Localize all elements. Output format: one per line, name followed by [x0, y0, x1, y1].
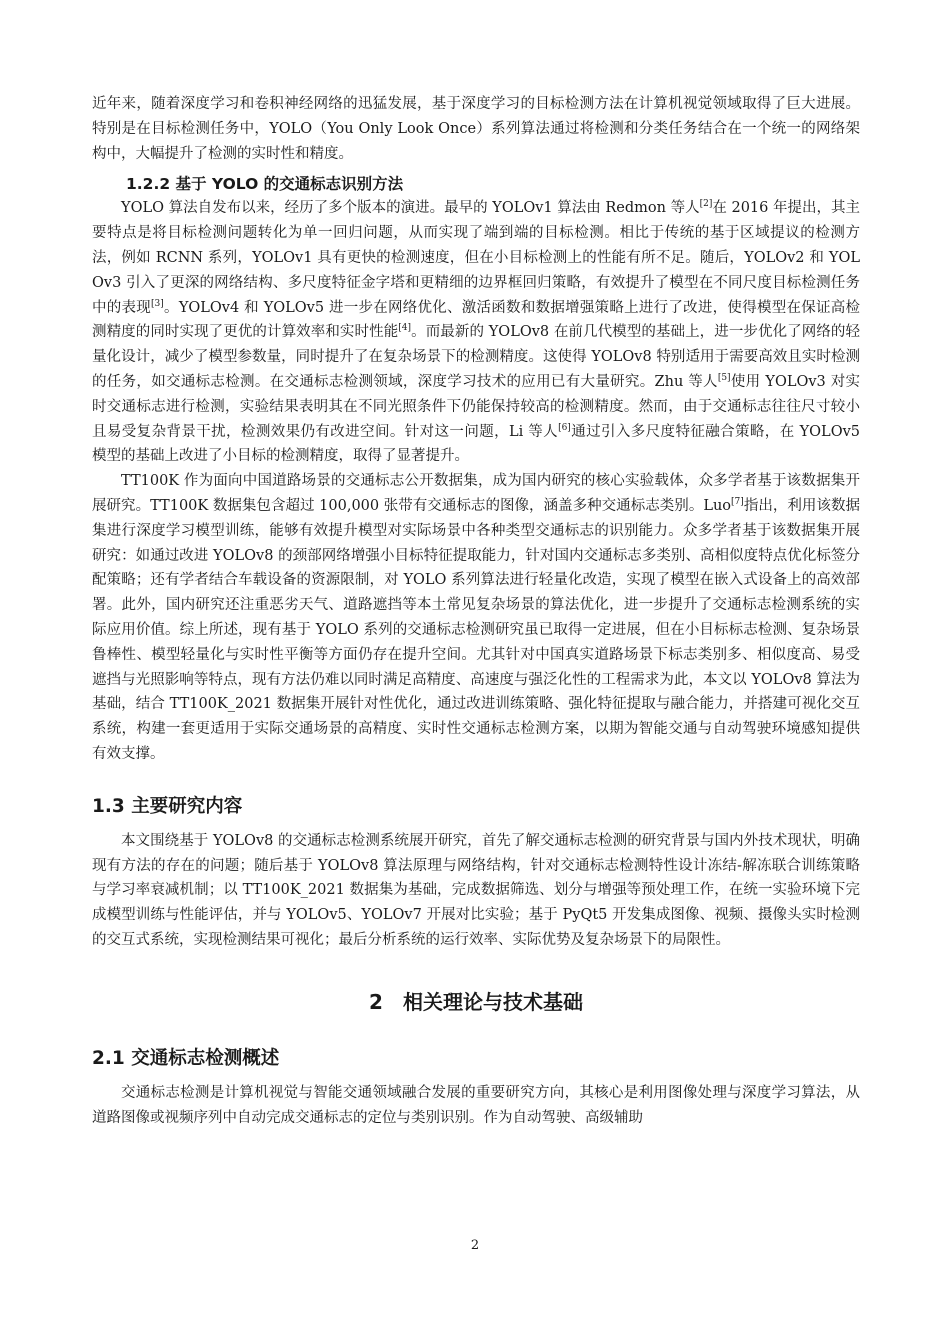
citation-ref: [5]: [717, 373, 731, 384]
section-1-2-2-heading: 1.2.2 基于 YOLO 的交通标志识别方法: [126, 175, 404, 194]
text-run: 指出，利用该数据集进行深度学习模型训练，能够有效提升模型对实际场景中各种类型交通标志的识别能力。众多学者基于该数据集开展研究：如通过改进 YOLOv8 的颈部网络增强小目标特征提取能力，针对国内交通标志多类别、高相似度特点优化标签分配策略；还有学者结合车载设备的资源限制，对 YOLO 系列算法进行轻量化改造，实现了模型在嵌入式设备上的高效部署。此外，国内研究还注重恶劣天气、道路遮挡等本土常见复杂场景的算法优化，进一步提升了交通标志检测系统的实际应用价值。综上所述，现有基于 YOLO 系列的交通标志检测研究虽已取得一定进展，但在小目标标志检测、复杂场景鲁棒性、模型轻量化与实时性平衡等方面仍存在提升空间。尤其针对中国真实道路场景下标志类别多、相似度高、易受遮挡与光照影响等特点，现有方法仍难以同时满足高精度、高速度与强泛化性的工程需求为此，本文以 YOLOv8 算法为基础，结合 TT100K_2021 数据集开展针对性优化，通过改进训练策略、强化特征提取与融合能力，并搭建可视化交互系统，构建一套更适用于实际交通场景的高精度、实时性交通标志检测方案，以期为智能交通与自动驾驶环境感知提供有效支撑。: [92, 497, 861, 762]
citation-ref: [3]: [151, 298, 164, 309]
text-run: 在 2016 年提出，其主要特点是将目标检测问题转化为单一回归问题，从而实现了端到端的目标检测。相比于传统的基于区域提议的检测方法，例如 RCNN 系列，YOLOv1 具有更快的检测速度，但在小目标检测上的性能有所不足。随后，YOLOv2 和 YOLOv3 引入了更深的网络结构、多尺度特征金字塔和更精细的边界框回归策略，有效提升了模型在不同尺度目标检测任务中的表现: [92, 200, 861, 316]
citation-ref: [7]: [731, 497, 744, 508]
text-run: 。而最新的 YOLOv8 在前几代模型的基础上，进一步优化了网络的轻量化设计，减少了模型参数量，同时提升了在复杂场景下的检测精度。这使得 YOLOv8 特别适用于需要高效且实时检测的任务，如交通标志检测。在交通标志检测领域，深度学习技术的应用已有大量研究。Zhu 等人: [92, 324, 861, 390]
text-run: 通过引入多尺度特征融合策略，在 YOLOv5 模型的基础上改进了小目标的检测精度，取得了显著提升。: [92, 423, 860, 465]
section-1-3-heading: 1.3 主要研究内容: [92, 795, 243, 817]
chapter-2-heading: 2 相关理论与技术基础: [369, 989, 583, 1014]
text-run: TT100K 作为面向中国道路场景的交通标志公开数据集，成为国内研究的核心实验载体，众多学者基于该数据集开展研究。TT100K 数据集包含超过 100,000 张带有交通标志的图像，涵盖多种交通标志类别。Luo: [92, 473, 860, 514]
research-content-paragraph: 本文围绕基于 YOLOv8 的交通标志检测系统展开研究，首先了解交通标志检测的研究背景与国内外技术现状，明确现有方法的存在的问题；随后基于 YOLOv8 算法原理与网络结构，针对交通标志检测特性设计冻结-解冻联合训练策略与学习率衰减机制；以 TT100K_2021 数据集为基础，完成数据筛选、划分与增强等预处理工作，在统一实验环境下完成模型训练与性能评估，并与 YOLOv5、YOLOv7 开展对比实验；基于 PyQt5 开发集成图像、视频、摄像头实时检测的交互式系统，实现检测结果可视化；最后分析系统的运行效率、实际优势及复杂场景下的局限性。: [92, 832, 860, 948]
section-2-1-heading: 2.1 交通标志检测概述: [92, 1047, 280, 1069]
citation-ref: [4]: [398, 323, 412, 334]
text-run: 使用 YOLOv3 对实时交通标志进行检测，实验结果表明其在不同光照条件下仍能保持较高的检测精度。然而，由于交通标志往往尺寸较小且易受复杂背景干扰，检测效果仍有改进空间。针对这一问题，Li 等人: [92, 373, 860, 440]
text-run: 。YOLOv4 和 YOLOv5 进一步在网络优化、激活函数和数据增强策略上进行了改进，使得模型在保证高检测精度的同时实现了更优的计算效率和实时性能: [92, 299, 860, 341]
intro-paragraph: 近年来，随着深度学习和卷积神经网络的迅猛发展，基于深度学习的目标检测方法在计算机视觉领域取得了巨大进展。特别是在目标检测任务中，YOLO（You Only Look Once）系列算法通过将检测和分类任务结合在一个统一的网络架构中，大幅提升了检测的实时性和精度。: [92, 96, 860, 162]
tt100k-paragraph: [92, 469, 860, 767]
text-run: YOLO 算法自发布以来，经历了多个版本的演进。最早的 YOLOv1 算法由 Redmon 等人: [121, 200, 700, 217]
traffic-sign-overview-paragraph: 交通标志检测是计算机视觉与智能交通领域融合发展的重要研究方向，其核心是利用图像处理与深度学习算法，从道路图像或视频序列中自动完成交通标志的定位与类别识别。作为自动驾驶、高级辅助: [92, 1084, 860, 1126]
yolo-history-paragraph: [92, 196, 860, 469]
citation-ref: [6]: [558, 422, 571, 433]
page-number: 2: [470, 1238, 480, 1253]
citation-ref: [2]: [699, 199, 713, 210]
